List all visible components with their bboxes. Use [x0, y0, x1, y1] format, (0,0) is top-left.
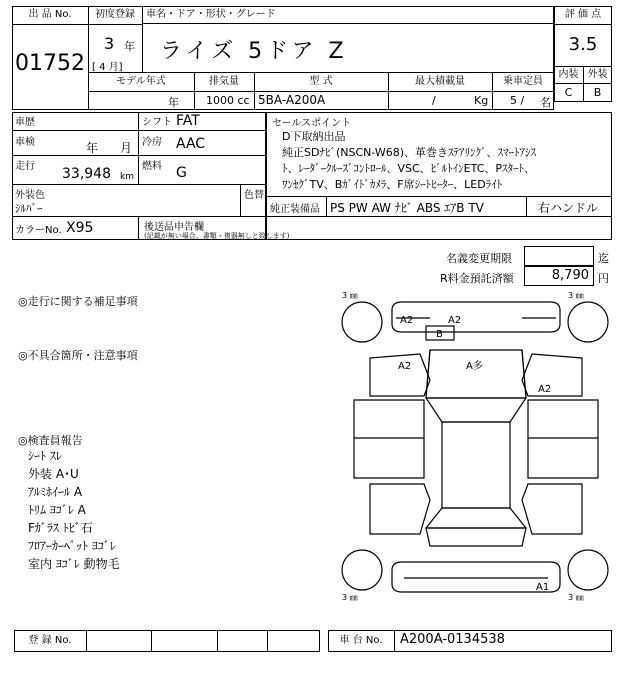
inspection-label: 車検 [15, 137, 35, 148]
ext-color-label: 外装色 [15, 190, 45, 201]
equip-divider [326, 196, 327, 216]
model-year-unit: 年 [168, 96, 179, 109]
inspection-month: 月 [120, 141, 133, 155]
shift-value: FAT [176, 113, 200, 129]
windshield [426, 398, 526, 422]
capacity-value: 5 / [510, 94, 525, 107]
specs-divider [138, 216, 139, 240]
mark-front-glass: B [436, 329, 443, 340]
capacity-label: 乗車定員 [503, 76, 543, 87]
mileage-value: 33,948 [62, 166, 111, 182]
specs-row-line [12, 216, 266, 217]
score-value: 3.5 [554, 24, 612, 67]
specs-divider [138, 112, 139, 184]
type-label: 型 式 [254, 73, 389, 90]
name-change-box [524, 246, 594, 266]
driving-notes-label: ◎走行に関する補足事項 [18, 295, 138, 308]
rear-glass [426, 508, 526, 528]
recycle-value: 8,790 [524, 266, 594, 286]
color-no-label: カラーNo. [15, 225, 62, 236]
mark-front-right-bumper: A2 [448, 315, 462, 326]
ac-value: AAC [176, 136, 206, 152]
front-left-tire [342, 302, 382, 342]
equip-divider [526, 196, 527, 216]
type-value: 5BA-A200A [258, 93, 326, 107]
col-divider [254, 90, 255, 110]
sales-line: 純正SDﾅﾋﾞ(NSCN-W68)、革巻きｽﾃｱﾘﾝｸﾞ、ｽﾏｰﾄｱｼｽ [282, 146, 537, 159]
specs-row-line [12, 155, 266, 156]
specs-row-line [12, 184, 266, 185]
reg-no-cell [86, 630, 152, 652]
car-name: ライズ 5ドア Z [160, 39, 348, 64]
mileage-label: 走行 [15, 161, 35, 172]
first-reg-month: [ 4 月] [92, 62, 123, 73]
roof [442, 422, 510, 508]
color-no-value: X95 [66, 220, 94, 236]
specs-divider [240, 184, 241, 216]
left-side-panel [354, 400, 424, 478]
specs-row-line [12, 130, 266, 131]
tire-depth-rl: 3 ㎜ [342, 593, 358, 602]
ac-label: 冷房 [142, 137, 162, 148]
first-reg-divider [142, 24, 143, 72]
inspector-line: 外装 A･U [28, 467, 79, 481]
inspector-report-label: ◎検査員報告 [18, 434, 83, 447]
col-divider [194, 90, 195, 110]
repaint-label: 色替 [244, 190, 264, 201]
front-right-tire [568, 302, 608, 342]
capacity-unit: 名 [540, 96, 551, 109]
car-name-label: 車名・ドア・形状・グレード [142, 6, 554, 24]
inspector-line: 室内 ﾖｺﾞﾚ 動物毛 [28, 557, 120, 571]
equip-row-line [266, 216, 612, 217]
reg-no-label: 登 録 No. [14, 630, 87, 652]
sales-line: ﾄ、ﾚｰﾀﾞｰｸﾙｰｽﾞｺﾝﾄﾛｰﾙ、VSC、ﾋﾞﾙﾄｲﾝETC、Pｽﾀｰﾄ、 [282, 162, 536, 175]
mark-left-fender: A2 [398, 361, 412, 372]
steering-value: 右ハンドル [538, 201, 599, 215]
tire-depth-fr: 3 ㎜ [568, 291, 584, 300]
equip-value: PS PW AW ﾅﾋﾞ ABS ｴｱB TV [330, 201, 484, 215]
rear-left-tire [342, 550, 382, 590]
name-change-unit: 迄 [598, 252, 609, 265]
inspector-line: ｼｰﾄ ｽﾚ [28, 449, 62, 463]
mark-front-left-bumper: A2 [400, 315, 414, 326]
ext-color-value: ｼﾙﾊﾞｰ [15, 202, 43, 215]
tire-depth-fl: 3 ㎜ [342, 291, 358, 300]
equip-row-line [266, 196, 612, 197]
defect-notes-label: ◎不具合箇所・注意事項 [18, 349, 138, 362]
max-load-label: 最大積載量 [388, 73, 493, 90]
post-item-note: (記載が無い場合、書類・複器無しと致します) [144, 232, 290, 240]
right-side-front [522, 354, 582, 396]
col-divider [492, 90, 493, 110]
first-reg-year: 3 [104, 34, 115, 53]
inspector-line: ﾌﾛｱｰｶｰﾍﾟｯﾄ ﾖｺﾞﾚ [28, 539, 116, 553]
reg-no-cell [218, 630, 268, 652]
recycle-label: R料金預託済額 [440, 272, 514, 285]
mark-right-fender: A2 [538, 384, 552, 395]
inspector-line: ﾄﾘﾑ ﾖｺﾞﾚ A [28, 503, 86, 517]
right-side-rear [522, 484, 582, 534]
interior-value: C [554, 83, 584, 102]
post-item-label: 後送品申告欄 [144, 222, 204, 233]
inspector-line: Fｶﾞﾗｽ ﾄﾋﾞ石 [28, 521, 93, 535]
mark-hood: A多 [466, 361, 483, 372]
chassis-label: 車 台 No. [328, 630, 395, 652]
model-year-label: モデル年式 [88, 73, 195, 90]
col-divider [388, 90, 389, 110]
right-side-panel [528, 400, 598, 478]
equip-label: 純正装備品 [270, 204, 320, 215]
chassis-value: A200A-0134538 [400, 632, 505, 647]
mileage-unit: km [120, 172, 134, 182]
name-change-label: 名義変更期限 [446, 252, 512, 265]
interior-label: 内装 [554, 66, 584, 84]
sales-line: ﾜﾝｾｸﾞTV、Bｶﾞｲﾄﾞｶﾒﾗ、F席ｼｰﾄﾋｰﾀｰ、LEDﾗｲﾄ [282, 178, 503, 191]
shift-label: シフト [142, 117, 172, 128]
max-load-unit: Kg [474, 94, 489, 107]
left-side-rear [370, 484, 430, 534]
recycle-unit: 円 [598, 272, 609, 285]
mark-rear-bumper: A1 [536, 582, 550, 593]
trunk [426, 528, 526, 546]
score-label: 評 価 点 [554, 6, 612, 25]
tire-depth-rr: 3 ㎜ [568, 593, 584, 602]
inspection-year: 年 [86, 141, 99, 155]
max-load-value: / [432, 94, 436, 107]
rear-bumper [392, 562, 560, 592]
rear-right-tire [568, 550, 608, 590]
inspector-line: ｱﾙﾐﾎｲｰﾙ A [28, 485, 83, 499]
displacement-label: 排気量 [194, 73, 255, 90]
history-label: 車歴 [15, 117, 35, 128]
lot-label: 出 品 No. [12, 6, 89, 25]
hood [426, 350, 526, 398]
exterior-value: B [593, 86, 602, 99]
reg-no-cell [152, 630, 218, 652]
car-damage-diagram [340, 288, 612, 606]
sales-label: セールスポイント [272, 118, 352, 129]
fuel-value: G [176, 165, 187, 181]
front-bumper [392, 302, 560, 332]
fuel-label: 燃料 [142, 161, 162, 172]
exterior-label: 外装 [583, 66, 612, 84]
first-reg-year-unit: 年 [124, 40, 135, 53]
lot-number: 01752 [12, 24, 89, 110]
sales-line: D下取納出品 [282, 130, 346, 143]
first-reg-label: 初度登録 [88, 6, 143, 25]
displacement-value: 1000 cc [206, 94, 250, 107]
